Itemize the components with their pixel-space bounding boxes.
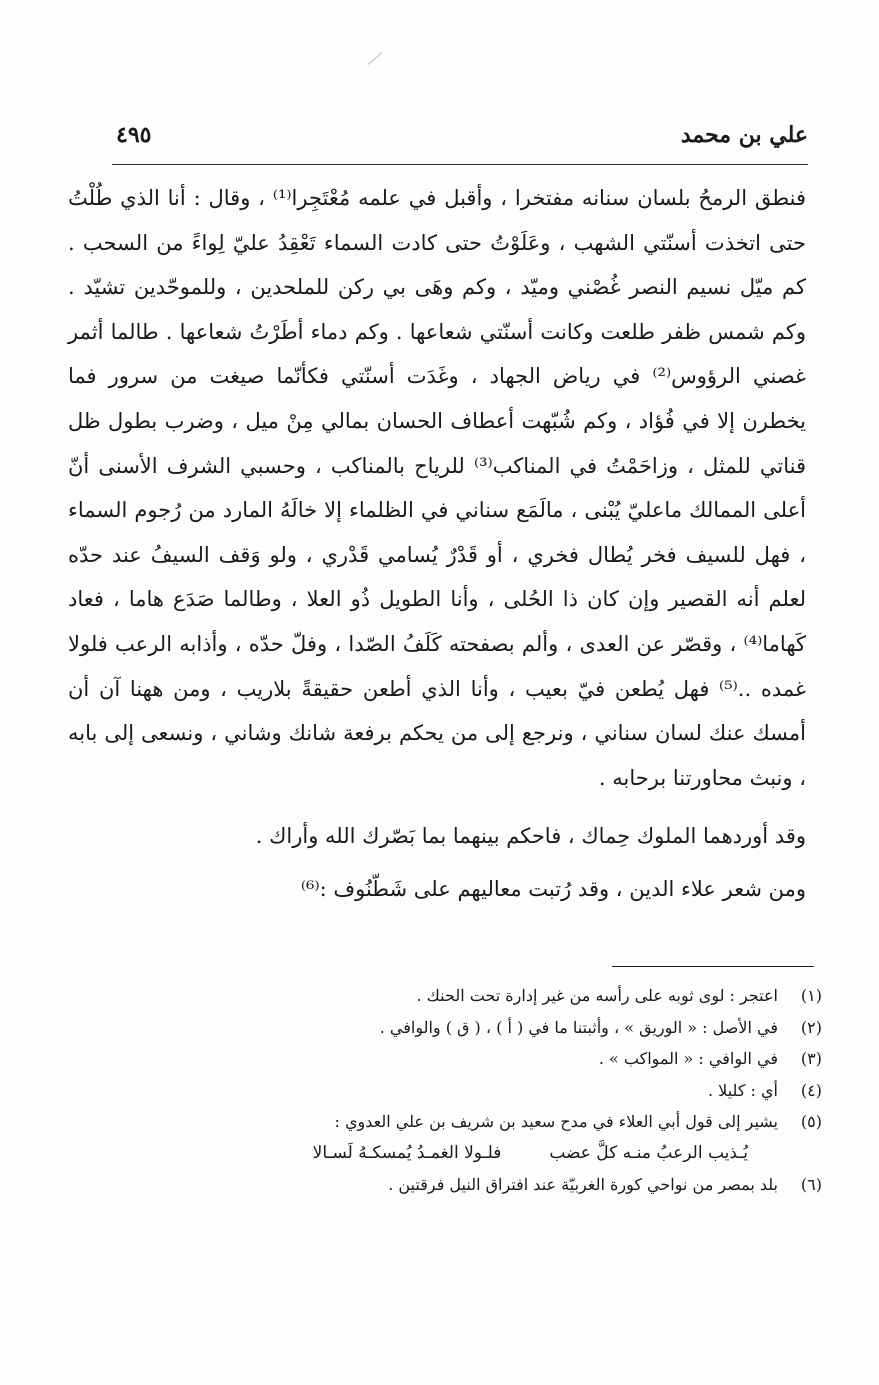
paragraph-2: وقد أوردهما الملوك حِماك ، فاحكم بينهما بما بَصّرك الله وأراك . bbox=[255, 824, 806, 849]
footnote-number: (٥) bbox=[800, 1112, 822, 1131]
verse-hemistich-1: يُـذيب الرعبُ منـه كلَّ عضب bbox=[549, 1142, 748, 1163]
footnote-number: (٣) bbox=[800, 1049, 822, 1068]
footnote bbox=[100, 980, 822, 1012]
footnote-number: (١) bbox=[800, 986, 822, 1005]
footnote bbox=[100, 1043, 822, 1075]
footnote bbox=[100, 1075, 822, 1107]
paragraph-3: ومن شعر علاء الدين ، وقد رُتبت معاليهم على شَطّنُوف :⁽⁶⁾ bbox=[300, 876, 806, 901]
footnote-text: في الوافي : « المواكب » . bbox=[598, 1049, 778, 1068]
footnote-number: (٤) bbox=[800, 1080, 822, 1100]
footnote-text: بلد بمصر من نواحي كورة الغربيّة عند افتراق النيل فرقتين . bbox=[388, 1175, 778, 1194]
scan-artifact bbox=[368, 52, 382, 65]
footnote-separator bbox=[612, 966, 814, 967]
footnote-text: في الأصل : « الوريق » ، وأثبتنا ما في ( أ ) ، ( ق ) والوافي . bbox=[379, 1017, 778, 1037]
footnote-verse bbox=[100, 1138, 822, 1170]
main-text bbox=[68, 176, 806, 912]
paragraph-1: فنطق الرمحُ بلسان سنانه مفتخرا ، وأقبل في علمه مُعْتَجِرا⁽¹⁾ ، وقال : أنا الذي طُلْتُ حتى اتخذت أسنّتي الشهب ، وعَلَوْتُ حتى كادت السماء تَعْقِدُ عليّ لِواءً من السحب . كم ميّل نسيم النصر غُصْني وميّد ، وكم وهَى بي ركن للملحدين ، وللموحّدين تشيّد . وكم شمس ظفر طلعت وكانت أسنّتي شعاعها . وكم دماء أطَرْتُ شعاعها . طالما أثمر غصني الرؤوس⁽²⁾ في رياض الجهاد ، وغَدَت أسنّتي فكأنّما صيغت من سرور فما يخطرن إلا في فُؤاد ، وكم شُبّهت أعطاف الحسان بمالي مِنْ ميل ، وضرب بطول ظل قناتي للمثل ، وزاحَمْتُ في المناكب⁽³⁾ للرياح بالمناكب ، وحسبي الشرف الأسنى أنّ أعلى الممالك ماعليّ يُبْنى ، مالَمَع سناني في الظلماء إلا خالَهُ المارد من رُجوم السماء ، فهل للسيف فخر يُطال فخري ، أو قَدْرٌ يُسامي قَدْري ، ولو وَقف السيفُ عند حدّه لعلم أنه القصير وإن كان ذا الحُلى ، وأنا الطويل ذُو العلا ، وطالما صَدَع هاما ، فعاد كَهاما⁽⁴⁾ ، وقصّر عن العدى ، وألم بصفحته كَلَفُ الصّدا ، وفلّ حدّه ، وأذابه الرعب فلولا غمده ..⁽⁵⁾ فهل يُطعن فيّ بعيب ، وأنا الذي أطعن حقيقةً بلاريب ، ومن ههنا آن أن أمسك عنك لسان سناني ، ونرجع إلى من يحكم برفعة شانك وشاني ، ونسعى إلى بابه ، ونبث محاورتنا برحابه . bbox=[68, 186, 807, 790]
footnote-number: (٦) bbox=[800, 1175, 822, 1194]
footnote-text: اعتجر : لوى ثوبه على رأسه من غير إدارة تحت الحنك . bbox=[416, 986, 778, 1005]
footnote bbox=[100, 1106, 822, 1138]
footnote-text: يشير إلى قول أبي العلاء في مدح سعيد بن شريف بن علي العدوي : bbox=[334, 1112, 778, 1131]
running-title: علي بن محمد bbox=[680, 122, 808, 148]
footnote-number: (٢) bbox=[800, 1017, 822, 1037]
footnotes bbox=[100, 980, 822, 1201]
verse-hemistich-2: فلـولا الغمـدُ يُمسكـهُ لَسـالا bbox=[312, 1142, 502, 1163]
footnote bbox=[100, 1012, 822, 1044]
footnote bbox=[100, 1169, 822, 1201]
page-header bbox=[112, 118, 808, 165]
footnote-text: أي : كليلا . bbox=[708, 1080, 778, 1100]
page-number: ٤٩٥ bbox=[116, 122, 152, 148]
